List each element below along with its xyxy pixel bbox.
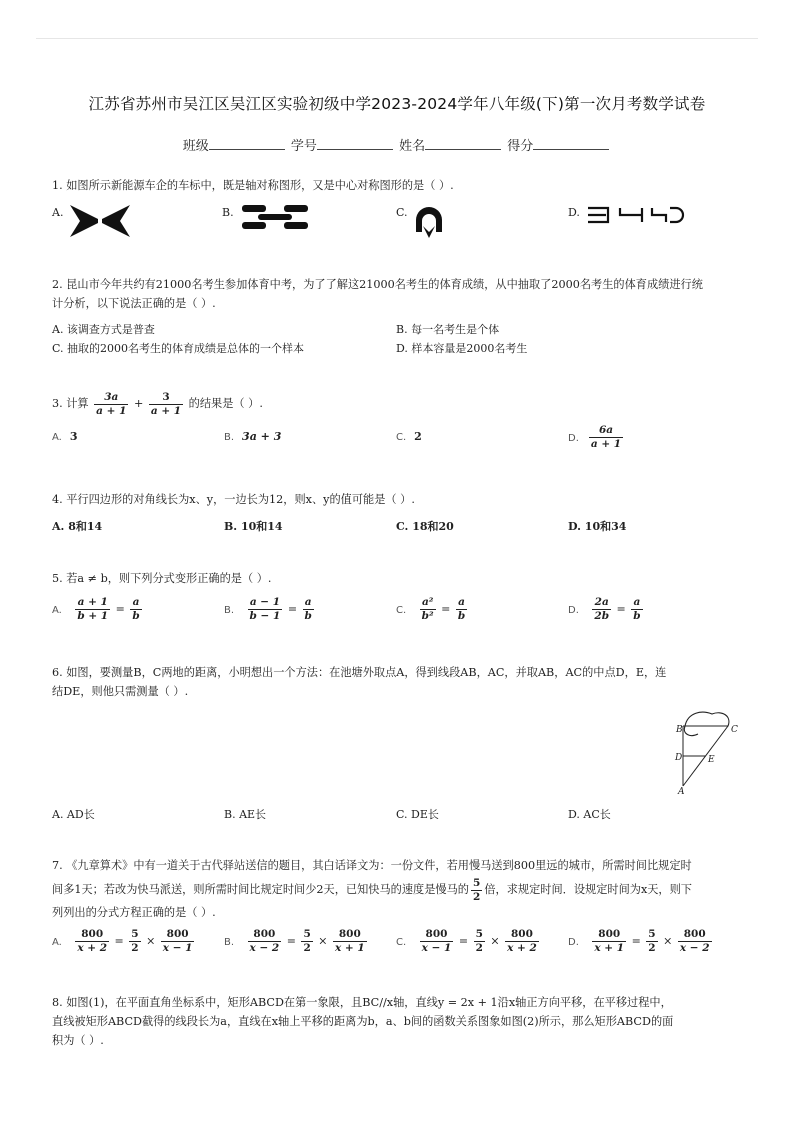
q7-a-label: A. [52, 936, 62, 948]
question-8-line2: 直线被矩形ABCD截得的线段长为a，直线在x轴上平移的距离为b，a、b间的函数关系图象如图(2)所示，那么矩形ABCD的面 [52, 1015, 674, 1028]
q5-option-d [568, 596, 645, 623]
q5-d-num: 2a [594, 596, 609, 608]
q3-c-label: C. [396, 432, 407, 443]
q7-option-d [568, 928, 714, 955]
q3-a-label: A. [52, 432, 62, 443]
class-blank[interactable] [209, 137, 285, 150]
q3-d-fraction [589, 424, 623, 451]
q7-b-f3 [333, 928, 367, 955]
q7-d-f2-num: 5 [648, 928, 656, 940]
question-6-line2: 结DE，则他只需测量（ ）. [52, 685, 189, 698]
q7-a-f1-num: 800 [81, 928, 104, 940]
q3-suffix: 的结果是（ ）. [188, 397, 263, 410]
q5-a-rd: b [132, 610, 140, 622]
q2-option-b: B. 每一名考生是个体 [396, 323, 500, 336]
ev-logo-b-icon [240, 203, 310, 231]
figure-label-b: B [676, 725, 683, 735]
q7-d-f2 [646, 928, 657, 955]
q3-d-num: 6a [598, 424, 614, 436]
q7-c-f3 [505, 928, 539, 955]
question-7-line3: 列列出的分式方程正确的是（ ）. [52, 906, 216, 919]
q7-a-f3-num: 800 [166, 928, 189, 940]
q5-a-den: b + 1 [77, 610, 109, 622]
q2-option-d: D. 样本容量是2000名考生 [396, 342, 528, 355]
q7-b-f2-num: 5 [303, 928, 311, 940]
score-blank[interactable] [533, 137, 609, 150]
q7-d-label: D. [568, 936, 579, 948]
q5-b-eq: = [287, 602, 298, 616]
question-4-text: 4. 平行四边形的对角线长为x、y，一边长为12，则x、y的值可能是（ ）. [52, 493, 415, 506]
q3-f1-num: 3a [104, 390, 119, 403]
q7-a-f2-num: 5 [131, 928, 139, 940]
q3-option-b [224, 430, 281, 443]
q5-c-eq: = [441, 602, 451, 616]
q7-d-f2-den: 2 [648, 942, 656, 954]
q3-fraction-1 [94, 391, 128, 418]
q3-d-den: a + 1 [590, 438, 622, 450]
q3-f2-den: a + 1 [150, 404, 182, 417]
q5-b-rd: b [304, 610, 312, 622]
q7-b-f1 [248, 928, 282, 955]
q3-option-c [396, 430, 422, 443]
q5-d-rn: a [633, 596, 641, 608]
q7-c-f1-den: x − 1 [421, 942, 452, 954]
q7-d-eq: = [631, 934, 641, 948]
q1-option-a-label: A. [52, 206, 64, 219]
q6-option-a: A. AD长 [52, 808, 95, 821]
q7-c-times: × [490, 934, 500, 948]
q7-c-f2-den: 2 [475, 942, 483, 954]
header-divider [36, 38, 758, 39]
q5-b-label: B. [224, 604, 235, 616]
q7-d-f1-num: 800 [598, 928, 621, 940]
q5-b-den: b − 1 [249, 610, 281, 622]
q5-d-rhs [631, 596, 642, 623]
q3-c-value: 2 [414, 430, 422, 443]
q7-ratio-fraction [471, 877, 482, 904]
q5-c-den: b² [421, 610, 434, 622]
q1-option-b-label: B. [222, 206, 234, 219]
q3-f2-num: 3 [162, 390, 170, 403]
q7-a-f2 [129, 928, 140, 955]
class-label: 班级 [182, 139, 209, 154]
question-8-line3: 积为（ ）. [52, 1034, 104, 1047]
q3-b-value: 3a + 3 [242, 430, 282, 443]
q7-option-b [224, 928, 369, 955]
q7-ratio-num: 5 [473, 876, 481, 889]
ev-logo-c-icon [412, 202, 446, 240]
q7-b-label: B. [224, 936, 235, 948]
figure-label-e: E [708, 755, 715, 765]
number-blank[interactable] [317, 137, 393, 150]
q5-a-eq: = [115, 602, 125, 616]
q7-b-f1-num: 800 [253, 928, 276, 940]
q5-option-a [52, 596, 144, 623]
q5-d-rd: b [633, 610, 641, 622]
q5-a-rhs [130, 596, 141, 623]
name-blank[interactable] [425, 137, 501, 150]
q5-c-label: C. [396, 604, 407, 616]
q3-option-a [52, 430, 78, 443]
q6-option-b: B. AE长 [224, 808, 267, 821]
q7-a-f1 [75, 928, 109, 955]
score-label: 得分 [507, 139, 534, 154]
q7-option-c [396, 928, 541, 955]
q4-option-c: C. 18和20 [396, 520, 454, 533]
q5-a-lhs [75, 596, 110, 623]
q5-c-num: a² [421, 596, 434, 608]
q7-option-a [52, 928, 196, 955]
q7-b-f2-den: 2 [303, 942, 311, 954]
q7-ratio-den: 2 [473, 890, 481, 903]
q7-a-f3 [161, 928, 195, 955]
q7-b-f1-den: x − 2 [249, 942, 280, 954]
q5-d-den: 2b [594, 610, 610, 622]
q5-b-num: a − 1 [249, 596, 281, 608]
q5-d-eq: = [616, 602, 626, 616]
q7-c-f1-num: 800 [425, 928, 448, 940]
q7-d-f1 [592, 928, 626, 955]
q6-option-c: C. DE长 [396, 808, 439, 821]
q7-line2-pre: 间多1天；若改为快马派送，则所需时间比规定时间少2天，已知快马的速度是慢马的 [52, 883, 469, 896]
q3-fraction-2 [149, 391, 183, 418]
q7-d-f3 [678, 928, 712, 955]
q3-option-d [568, 424, 625, 451]
q7-d-f3-den: x − 2 [679, 942, 710, 954]
question-5-text: 5. 若a ≠ b，则下列分式变形正确的是（ ）. [52, 572, 272, 585]
q3-plus: + [133, 397, 144, 410]
q7-c-f3-den: x + 2 [507, 942, 537, 954]
number-label: 学号 [290, 139, 317, 154]
q1-option-c-label: C. [396, 206, 408, 219]
q7-a-f3-den: x − 1 [162, 942, 193, 954]
q7-d-f3-num: 800 [683, 928, 706, 940]
q7-c-label: C. [396, 936, 407, 948]
q7-b-times: × [318, 934, 328, 948]
q5-c-rn: a [458, 596, 465, 608]
pond-triangle-figure [668, 706, 748, 796]
q7-b-f2 [301, 928, 312, 955]
student-info-line [0, 135, 794, 154]
ev-logo-a-icon [68, 202, 132, 240]
question-7-line2 [52, 876, 752, 904]
q5-a-rn: a [132, 596, 140, 608]
name-label: 姓名 [399, 139, 426, 154]
figure-label-a: A [678, 787, 685, 796]
q5-b-lhs [248, 596, 283, 623]
q5-a-label: A. [52, 604, 62, 616]
q7-b-eq: = [286, 934, 296, 948]
q5-option-c [396, 596, 469, 623]
q3-b-label: B. [224, 432, 235, 443]
figure-label-c: C [731, 725, 738, 735]
q4-option-a: A. 8和14 [52, 520, 103, 533]
exam-title: 江苏省苏州市吴江区吴江区实验初级中学2023-2024学年八年级(下)第一次月考数学试卷 [88, 95, 706, 113]
q5-c-lhs [420, 596, 436, 623]
q4-option-b: B. 10和14 [224, 520, 283, 533]
question-1-text: 1. 如图所示新能源车企的车标中，既是轴对称图形，又是中心对称图形的是（ ）. [52, 179, 454, 192]
q3-d-label: D. [568, 432, 579, 444]
q2-option-c: C. 抽取的2000名考生的体育成绩是总体的一个样本 [52, 342, 305, 355]
q3-prefix: 3. 计算 [52, 397, 89, 410]
q7-b-f3-num: 800 [338, 928, 361, 940]
q6-option-d: D. AC长 [568, 808, 611, 821]
q5-b-rn: a [304, 596, 312, 608]
q2-option-a: A. 该调查方式是普查 [52, 323, 155, 336]
q5-d-label: D. [568, 604, 579, 616]
q7-d-f1-den: x + 1 [594, 942, 625, 954]
q7-a-eq: = [114, 934, 124, 948]
q7-c-f3-num: 800 [510, 928, 533, 940]
q4-option-d: D. 10和34 [568, 520, 627, 533]
question-2-line1: 2. 昆山市今年共约有21000名考生参加体育中考，为了了解这21000名考生的体育成绩，从中抽取了2000名考生的体育成绩进行统 [52, 278, 703, 291]
question-8-line1: 8. 如图(1)，在平面直角坐标系中，矩形ABCD在第一象限，且BC//x轴，直线y = 2x + 1沿x轴正方向平移，在平移过程中， [52, 996, 672, 1009]
question-3-text [52, 389, 752, 419]
q7-a-times: × [146, 934, 156, 948]
q1-option-d-label: D. [568, 206, 580, 219]
q7-c-f2-num: 5 [475, 928, 483, 940]
byd-logo-icon [586, 206, 686, 224]
figure-label-d: D [675, 753, 683, 763]
q7-c-eq: = [458, 934, 469, 948]
q7-d-times: × [663, 934, 673, 948]
q5-c-rd: b [457, 610, 466, 622]
q5-a-num: a + 1 [77, 596, 108, 608]
q7-c-f2 [474, 928, 485, 955]
q7-a-f1-den: x + 2 [77, 942, 108, 954]
question-6-line1: 6. 如图，要测量B，C两地的距离，小明想出一个方法：在池塘外取点A，得到线段AB，AC，并取AB，AC的中点D，E，连 [52, 666, 667, 679]
question-2-line2: 计分析，以下说法正确的是（ ）. [52, 297, 216, 310]
q7-c-f1 [420, 928, 454, 955]
q5-b-rhs [303, 596, 314, 623]
q7-a-f2-den: 2 [131, 942, 139, 954]
q7-line2-post: 倍，求规定时间．设规定时间为x天，则下 [484, 883, 692, 896]
q5-d-lhs [592, 596, 611, 623]
question-7-line1: 7. 《九章算术》中有一道关于古代驿站送信的题目，其白话译文为：一份文件，若用慢马送到800里远的城市，所需时间比规定时 [52, 859, 692, 872]
q5-option-b [224, 596, 316, 623]
q7-b-f3-den: x + 1 [334, 942, 365, 954]
q3-f1-den: a + 1 [96, 404, 127, 417]
q5-c-rhs [456, 596, 467, 623]
q3-a-value: 3 [69, 430, 78, 443]
